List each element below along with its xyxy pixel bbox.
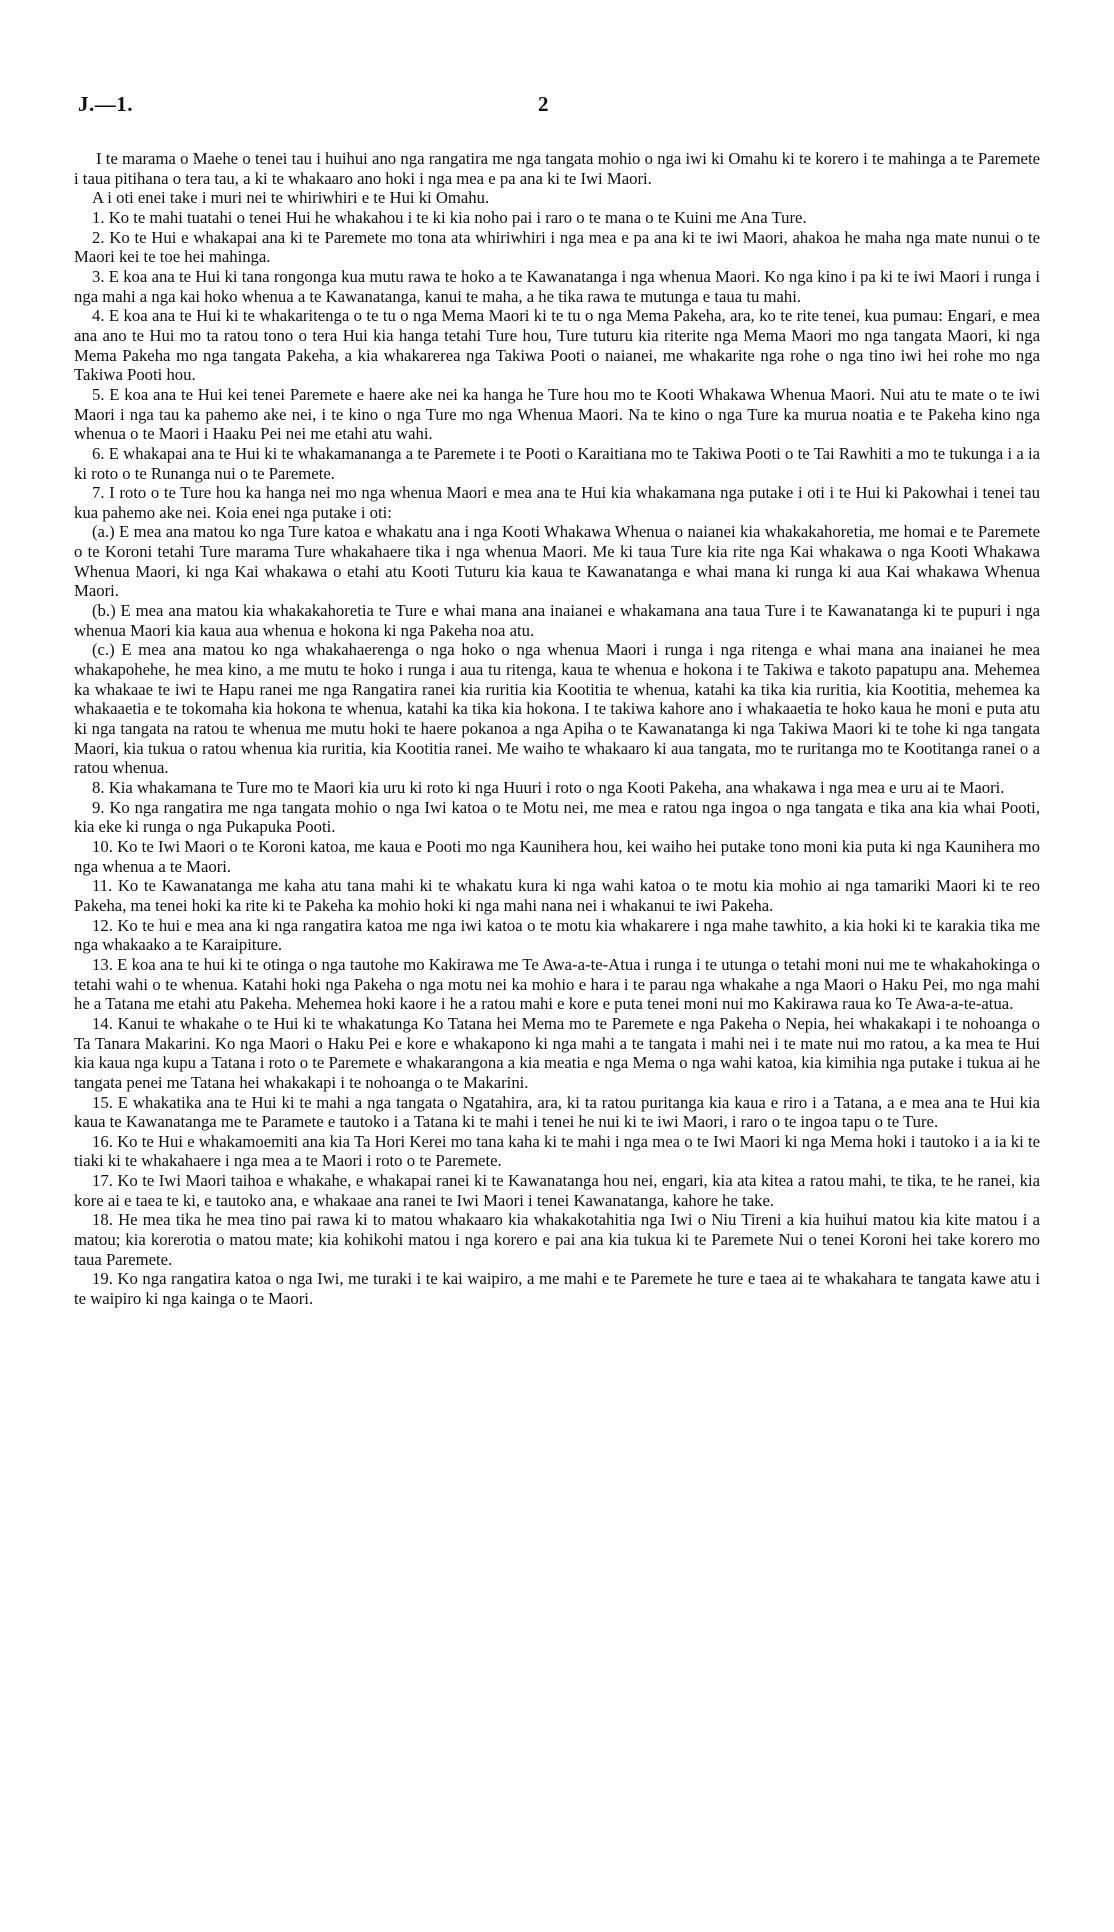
resolution-9: 9. Ko nga rangatira me nga tangata mohio o nga Iwi katoa o te Motu nei, me mea e ratou nga ingoa o nga tangata e tika ana kia whai Pooti, kia eke ki runga o nga Pukapuka Pooti. (74, 797, 1040, 837)
resolution-7: 7. I roto o te Ture hou ka hanga nei mo nga whenua Maori e mea ana te Hui kia whakamana nga putake i oti i te Hui ki Pakowhai i tenei tau kua pahemo ake nei. Koia enei nga putake i oti: (74, 483, 1040, 522)
resolution-3: 3. E koa ana te Hui ki tana rongonga kua mutu rawa te hoko a te Kawanatanga i nga whenua Maori. Ko nga kino i pa ki te iwi Maori i runga i nga mahi a nga kai hoko whenua a te Kawanatanga, kanui te maha, a he tika rawa te mutunga e taua tu mahi. (74, 266, 1040, 306)
document-body (74, 149, 1040, 1309)
resolution-17: 17. Ko te Iwi Maori taihoa e whakahe, e whakapai ranei ki te Kawanatanga hou nei, engari, kia ata kitea a ratou mahi, te tika, te he ranei, kia kore ai e taea te ki, e tautoko ana, e whakaae ana ranei te Iwi Maori i tenei Kawanatanga, kahore he take. (74, 1171, 1040, 1210)
resolution-11: 11. Ko te Kawanatanga me kaha atu tana mahi ki te whakatu kura ki nga wahi katoa o te motu kia mohio ai nga tamariki Maori ki te reo Pakeha, ma tenei hoki ka rite ki te Pakeha ka mohio hoki ki nga mahi nana nei i whakanui te iwi Pakeha. (74, 876, 1040, 915)
resolution-10: 10. Ko te Iwi Maori o te Koroni katoa, me kaua e Pooti mo nga Kaunihera hou, kei waiho hei putake tono moni kia puta ki nga Kaunihera mo nga whenua a te Maori. (74, 836, 1040, 876)
page-header (78, 92, 1038, 122)
resolution-12: 12. Ko te hui e mea ana ki nga rangatira katoa me nga iwi katoa o te motu kia whakarere i nga mahe tawhito, a kia hoki ki te karakia tika me nga whakaako a te Karaipiture. (74, 915, 1040, 955)
resolution-7a: (a.) E mea ana matou ko nga Ture katoa e whakatu ana i nga Kooti Whakawa Whenua o naianei kia whakakahoretia, me homai e te Paremete o te Koroni tetahi Ture marama Ture whakahaere tika i nga whenua Maori. Me ki taua Ture kia rite nga Kai whakawa o nga Kooti Whakawa Whenua Maori, ki nga Kai whakawa o etahi atu Kooti Tuturu kia kaua te Kawanatanga e whai mana ki runga ki aua Kai whakawa Whenua Maori. (74, 522, 1040, 601)
resolution-4: 4. E koa ana te Hui ki te whakaritenga o te tu o nga Mema Maori ki te tu o nga Mema Pakeha, ara, ko te rite tenei, kua pumau: Engari, e mea ana ano te Hui mo ta ratou tono o tera Hui kia hanga tetahi Ture hou, Ture tuturu kia riterite nga Mema Maori mo nga tangata Maori, ki nga Mema Pakeha mo nga tangata Pakeha, a kia whakarerea nga Takiwa Pooti o naianei, me whakarite nga rohe o nga tino iwi hei rohe mo nga Takiwa Pooti hou. (74, 306, 1040, 385)
resolution-7b: (b.) E mea ana matou kia whakakahoretia te Ture e whai mana ana inaianei e whakamana ana taua Ture i te Kawanatanga ki te pupuri i nga whenua Maori kia kaua aua whenua e hokona ki nga Pakeha noa atu. (74, 601, 1040, 640)
resolution-16: 16. Ko te Hui e whakamoemiti ana kia Ta Hori Kerei mo tana kaha ki te mahi i nga mea o te Iwi Maori ki nga Mema hoki i tautoko i a ia ki te tiaki ki te whakahaere i nga mea a te Maori i roto o te Paremete. (74, 1131, 1040, 1171)
resolution-7c: (c.) E mea ana matou ko nga whakahaerenga o nga hoko o nga whenua Maori i runga i nga ritenga e whai mana ana inaianei he mea whakapohehe, he mea kino, a me mutu te hoko i runga i aua tu ritenga, kaua te whenua e hokona i te Takiwa e takoto papatupu ana. Mehemea ka whakaae te iwi te Hapu ranei me nga Rangatira ranei kia ruritia kia Kootitia te whenua, katahi ka tika kia ruritia, kia Kootitia, mehemea ka whakaaetia e te tokomaha kia hokona te whenua, katahi ka tika kia hokona. I te takiwa kahore ano i whakaaetia te hoko kaua he moni e puta atu ki nga tangata na ratou te whenua me mutu hoki te haere pokanoa a nga Apiha o te Kawanatanga ki nga Takiwa Maori ki te tohe ki nga tangata Maori, kia tukua o ratou whenua kia ruritia, kia Kootitia ranei. Me waiho te whakaaro ki aua tangata, mo te ruritanga mo te Kootitanga ranei o a ratou whenua. (74, 640, 1040, 778)
resolution-2: 2. Ko te Hui e whakapai ana ki te Paremete mo tona ata whiriwhiri i nga mea e pa ana ki te iwi Maori, ahakoa he maha nga mate nunui o te Maori kei te toe hei mahinga. (74, 227, 1040, 267)
resolution-1: 1. Ko te mahi tuatahi o tenei Hui he whakahou i te ki kia noho pai i raro o te mana o te Kuini me Ana Ture. (92, 207, 807, 227)
resolution-15: 15. E whakatika ana te Hui ki te mahi a nga tangata o Ngatahira, ara, ki ta ratou puritanga kia kaua e riro i a Tatana, a e mea ana te Hui kia kaua te Kawanatanga me te Paramete e tautoko i a Tatana ki te mahi i tenei he nui ki te iwi Maori, i raro o te ingoa tapu o te Ture. (74, 1092, 1040, 1132)
document-reference: J.—1. (78, 92, 133, 116)
page-number: 2 (538, 92, 549, 116)
resolution-6: 6. E whakapai ana te Hui ki te whakamananga a te Paremete i te Pooti o Karaitiana mo te Takiwa Pooti o te Tai Rawhiti a mo te tukunga i a ia ki roto o te Runanga nui o te Paremete. (74, 443, 1040, 483)
resolution-13: 13. E koa ana te hui ki te otinga o nga tautohe mo Kakirawa me Te Awa-a-te-Atua i runga i te utunga o tetahi moni nui me te whakahokinga o tetahi wahi o te whenua. Katahi hoki nga Pakeha o nga motu nei ka mohio e hara i te parau nga whakahe a nga Maori o Haku Pei, mo nga mahi he a Tatana me etahi atu Pakeha. Mehemea hoki kaore i he a ratou mahi e kore e puta tenei moni nui mo Kakirawa raua ko Te Awa-a-te-atua. (74, 954, 1040, 1014)
resolution-14: 14. Kanui te whakahe o te Hui ki te whakatunga Ko Tatana hei Mema mo te Paremete e nga Pakeha o Nepia, hei whakakapi i te nohoanga o Ta Tanara Makarini. Ko nga Maori o Haku Pei e kore e whakapono ki nga mahi a te tangata i mahi nei i te mate nui mo ratou, a ka mea te Hui kia kaua nga kupu a Tatana i roto o te Paremete e whakarangona a kia meatia e nga Mema o nga wahi katoa, kia kimihia nga putake i tukua ai he tangata penei me Tatana hei whakakapi i te nohoanga o te Makarini. (74, 1013, 1040, 1092)
resolution-5: 5. E koa ana te Hui kei tenei Paremete e haere ake nei ka hanga he Ture hou mo te Kooti Whakawa Whenua Maori. Nui atu te mate o te iwi Maori i nga tau ka pahemo ake nei, i te kino o nga Ture mo nga Whenua Maori. Na te kino o nga Ture ka murua noatia e te Pakeha kino nga whenua o te Maori i Haaku Pei nei me etahi atu wahi. (74, 384, 1040, 444)
resolution-19: 19. Ko nga rangatira katoa o nga Iwi, me turaki i te kai waipiro, a me mahi e te Paremete he ture e taea ai te whakahara te tangata kawe atu i te waipiro ki nga kainga o te Maori. (74, 1269, 1040, 1309)
resolution-8: 8. Kia whakamana te Ture mo te Maori kia uru ki roto ki nga Huuri i roto o nga Kooti Pakeha, ana whakawa i nga mea e uru ai te Maori. (92, 778, 1005, 797)
summary-paragraph: A i oti enei take i muri nei te whiriwhiri e te Hui ki Omahu. (92, 188, 490, 208)
resolution-18: 18. He mea tika he mea tino pai rawa ki to matou whakaaro kia whakakotahitia nga Iwi o Niu Tireni a kia huihui matou kia kite matou i a matou; kia korerotia o matou mate; kia kohikohi matou i nga korero e pai ana kia tukua ki te Paremete Nui o tenei Koroni hei take korero mo taua Paremete. (74, 1210, 1040, 1269)
intro-paragraph: I te marama o Maehe o tenei tau i huihui ano nga rangatira me nga tangata mohio o nga iwi ki Omahu ki te korero i te mahinga a te Paremete i taua pitihana o tera tau, a ki te whakaaro ano hoki i nga mea e pa ana ki te Iwi Maori. (74, 149, 1040, 188)
